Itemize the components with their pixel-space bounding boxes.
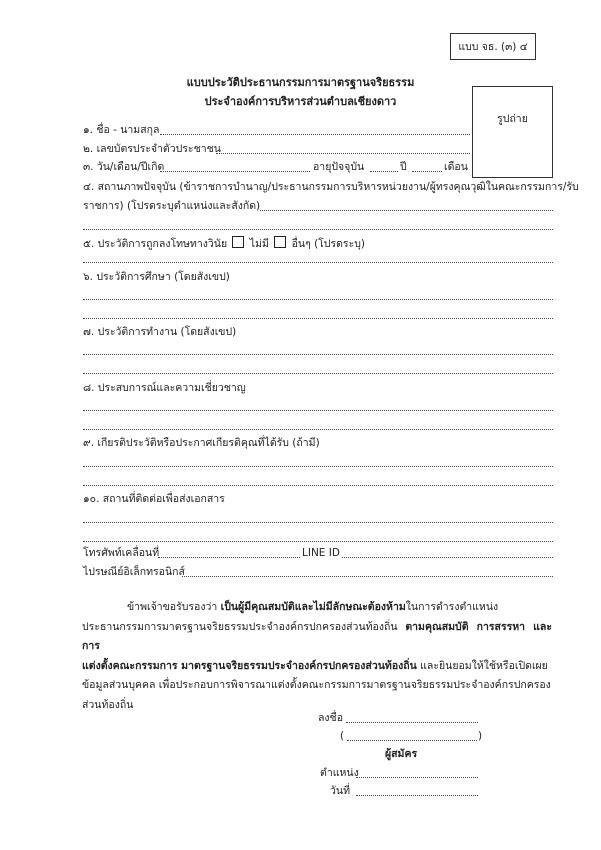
no-checkbox[interactable]: [232, 236, 244, 248]
id-card-field[interactable]: [216, 153, 470, 154]
mobile-label: โทรศัพท์เคลื่อนที่: [83, 547, 160, 559]
mobile-field[interactable]: [158, 557, 300, 558]
no-label: ไม่มี: [249, 238, 269, 250]
line-id-field[interactable]: [342, 557, 553, 558]
work-field-1[interactable]: [83, 354, 553, 355]
email-field[interactable]: [182, 576, 553, 577]
age-years-field[interactable]: [370, 171, 398, 172]
form-title: แบบประวัติประธานกรรมการมาตรฐานจริยธรรม: [186, 76, 415, 89]
work-field-2[interactable]: [83, 373, 553, 374]
dob-field[interactable]: [160, 171, 310, 172]
age-months-field[interactable]: [412, 171, 442, 172]
open-paren: (: [340, 730, 345, 742]
discipline-label: ๕. ประวัติการถูกลงโทษทางวินัย: [83, 238, 228, 250]
declaration-line-1: ข้าพเจ้าขอรับรองว่า เป็นผู้มีคุณสมบัติและไม่มีลักษณะต้องห้ามในการดำรงตำแหน่ง: [127, 601, 499, 613]
education-field-1[interactable]: [83, 299, 553, 300]
honors-field-1[interactable]: [83, 466, 553, 467]
experience-field-2[interactable]: [83, 429, 553, 430]
work-label: ๗. ประวัติการทำงาน (โดยสังเขป): [83, 326, 237, 338]
position-label: ตำแหน่ง: [320, 767, 359, 779]
declaration-line-2: ประธานกรรมการมาตรฐานจริยธรรมประจำองค์กรปกครองส่วนท้องถิ่น ตามคุณสมบัติ การสรรหา และการ: [82, 620, 552, 652]
declaration-line-3: แต่งตั้งคณะกรรมการ มาตรฐานจริยธรรมประจำองค์กรปกครองส่วนท้องถิ่น และยินยอมให้ใช้หรือเปิดเผย: [82, 659, 548, 672]
line-id-label: LINE ID: [302, 547, 340, 559]
photo-label: รูปถ่าย: [497, 113, 528, 125]
status-label-1: ๔. สถานภาพปัจจุบัน (ข้าราชการบำนาญ/ประธานกรรมการบริหารหน่วยงาน/ผู้ทรงคุณวุฒิในคณะกรรมการ/รับ: [83, 181, 579, 193]
status-label-2: ราชการ) (โปรดระบุตำแหน่งและสังกัด): [83, 200, 261, 212]
applicant-label: ผู้สมัคร: [385, 748, 418, 760]
years-label: ปี: [400, 161, 407, 173]
other-checkbox[interactable]: [274, 236, 286, 248]
address-field-1[interactable]: [83, 522, 553, 523]
email-label: ไปรษณีย์อิเล็กทรอนิกส์: [83, 566, 185, 578]
experience-field-1[interactable]: [83, 410, 553, 411]
honors-label: ๙. เกียรติประวัติหรือประกาศเกียรติคุณที่ได้รับ (ถ้ามี): [83, 437, 320, 449]
date-field[interactable]: [356, 795, 478, 796]
signature-field[interactable]: [346, 722, 478, 723]
education-field-2[interactable]: [83, 318, 553, 319]
sign-label: ลงชื่อ: [318, 712, 343, 724]
position-field[interactable]: [356, 777, 478, 778]
discipline-field[interactable]: [83, 262, 553, 263]
experience-label: ๘. ประสบการณ์และความเชี่ยวชาญ: [83, 382, 246, 394]
form-code-box: [450, 33, 536, 60]
declaration: [82, 598, 552, 715]
printed-name-field[interactable]: [347, 740, 477, 741]
date-label: วันที่: [330, 785, 350, 797]
address-field-2[interactable]: [83, 541, 553, 542]
address-label: ๑๐. สถานที่ติดต่อเพื่อส่งเอกสาร: [83, 493, 225, 505]
other-label: อื่นๆ (โปรดระบุ): [291, 238, 365, 250]
education-label: ๖. ประวัติการศึกษา (โดยสังเขป): [83, 271, 230, 283]
id-card-label: ๒. เลขบัตรประจำตัวประชาชน: [83, 143, 221, 155]
status-field-2[interactable]: [83, 229, 553, 230]
age-label: อายุปัจจุบัน: [313, 161, 365, 173]
honors-field-2[interactable]: [83, 485, 553, 486]
photo-box[interactable]: [472, 86, 553, 178]
dob-label: ๓. วัน/เดือน/ปีเกิด: [83, 161, 165, 173]
close-paren: ): [478, 730, 483, 742]
months-label: เดือน: [444, 161, 468, 173]
form-code: แบบ จธ. (๓) ๔: [458, 41, 528, 53]
name-field[interactable]: [160, 134, 470, 135]
name-label: ๑. ชื่อ - นามสกุล: [83, 124, 160, 136]
discipline-row: [83, 236, 365, 250]
status-field-1[interactable]: [260, 210, 553, 211]
form-subtitle: ประจำองค์การบริหารส่วนตำบลเชียงดาว: [204, 95, 397, 108]
declaration-line-4: ข้อมูลส่วนบุคคล เพื่อประกอบการพิจารณาแต่งตั้งคณะกรรมการมาตรฐานจริยธรรมประจำองค์กรปกครอง: [82, 679, 551, 691]
declaration-line-5: ส่วนท้องถิ่น: [82, 698, 134, 711]
